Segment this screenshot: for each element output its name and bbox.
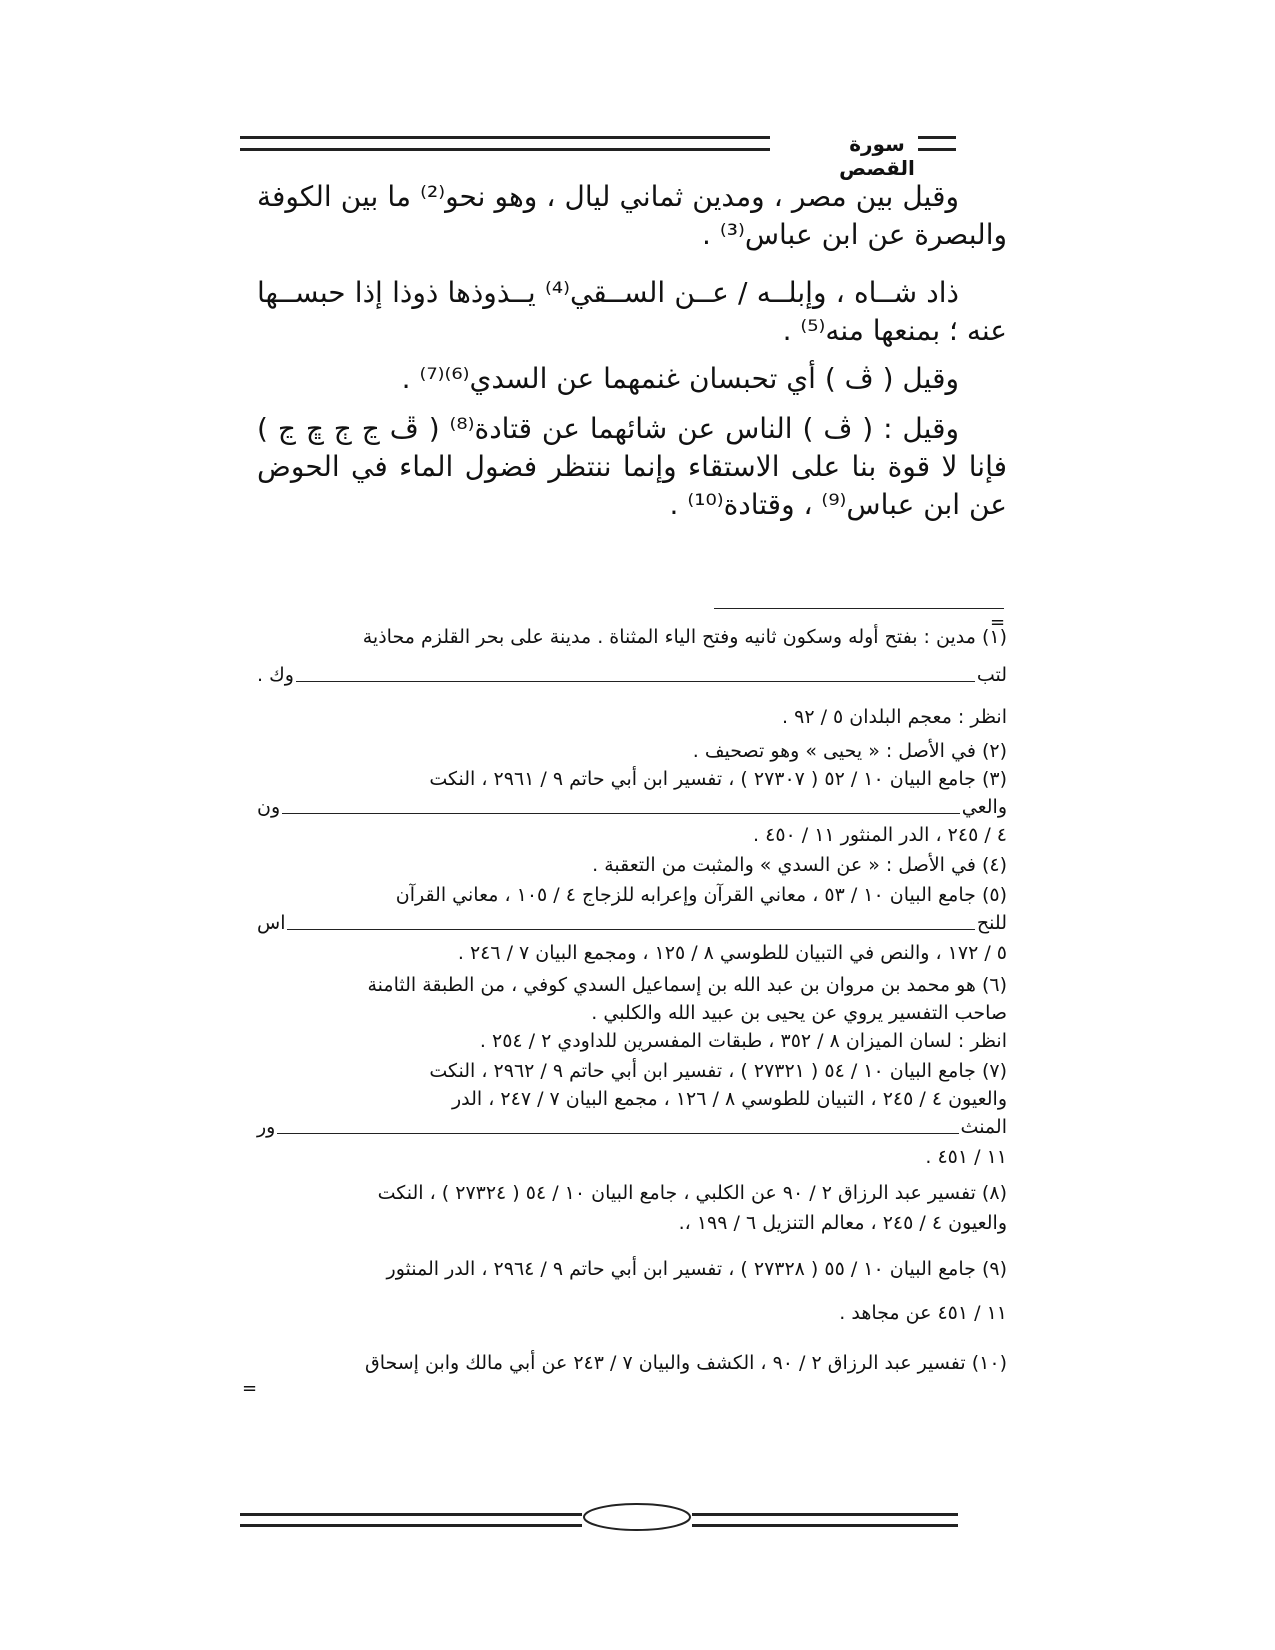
page-title: سورة القصص [839,132,915,180]
footnote-2: (٢) في الأصل : « يحيى » وهو تصحيف . [692,740,1007,762]
footnote-7-line-3 [257,1114,1007,1140]
footnote-3-line-2 [257,794,1007,820]
footnote-6-line-3: انظر : لسان الميزان ٨ / ٣٥٢ ، طبقات المفسرين للداودي ٢ / ٢٥٤ . [479,1030,1007,1052]
footnote-1-line-2-start: لتب [976,664,1007,686]
tatweel-line [282,813,960,814]
footnote-5-line-2-end: اس [257,912,286,934]
tatweel-line [277,1133,958,1134]
footnote-4: (٤) في الأصل : « عن السدي » والمثبت من التعقبة . [592,854,1007,876]
footnote-7-line-1: (٧) جامع البيان ١٠ / ٥٤ ( ٢٧٣٢١ ) ، تفسير ابن أبي حاتم ٩ / ٢٩٦٢ ، النكت [429,1060,1007,1082]
footnote-7-line-3-end: ور [257,1116,276,1138]
paragraph-4: وقيل : ( ڤ ) الناس عن شائهما عن قتادة⁽⁸⁾ ( ڦ ڃ ڄ ڇ ڃ ) فإنا لا قوة بنا على الاستقاء وإنما ننتظر فضول الماء في الحوض عن ابن عباس⁽⁹⁾ ، وقتادة⁽¹⁰⁾ . [257,412,1007,521]
footnote-5-line-2-start: للنح [976,912,1007,934]
paragraph-3: وقيل ( ڤ ) أي تحبسان غنمهما عن السدي⁽⁶⁾⁽⁷⁾ . [401,362,959,395]
footnote-9-line-1: (٩) جامع البيان ١٠ / ٥٥ ( ٢٧٣٢٨ ) ، تفسير ابن أبي حاتم ٩ / ٢٩٦٤ ، الدر المنثور [386,1258,1007,1280]
footnote-10-line-1: (١٠) تفسير عبد الرزاق ٢ / ٩٠ ، الكشف والبيان ٧ / ٢٤٣ عن أبي مالك وابن إسحاق [364,1352,1007,1374]
footnote-5-line-3: ٥ / ١٧٢ ، والنص في التبيان للطوسي ٨ / ١٢٥ ، ومجمع البيان ٧ / ٢٤٦ . [457,942,1007,964]
footnote-3-line-2-end: ون [257,796,281,818]
footnote-9-line-2: ١١ / ٤٥١ عن مجاهد . [839,1302,1007,1324]
footnote-8-line-1: (٨) تفسير عبد الرزاق ٢ / ٩٠ عن الكلبي ، جامع البيان ١٠ / ٥٤ ( ٢٧٣٢٤ ) ، النكت [377,1182,1007,1204]
page-number-oval [582,1502,692,1532]
footnote-separator [714,608,1004,609]
footnote-continuation-mark-top: = [990,612,1006,633]
footer-rule-left [240,1513,582,1527]
footer-rule-right [692,1513,958,1527]
footnote-1-line-1: (١) مدين : بفتح أوله وسكون ثانيه وفتح الياء المثناة . مدينة على بحر القلزم محاذية [362,626,1007,648]
footnote-3-line-1: (٣) جامع البيان ١٠ / ٥٢ ( ٢٧٣٠٧ ) ، تفسير ابن أبي حاتم ٩ / ٢٩٦١ ، النكت [429,768,1007,790]
footnote-3-line-2-start: والعي [961,796,1007,818]
footnote-1-line-2-end: وك . [257,664,294,686]
footnote-5-line-1: (٥) جامع البيان ١٠ / ٥٣ ، معاني القرآن وإعرابه للزجاج ٤ / ١٠٥ ، معاني القرآن [395,884,1007,906]
footnote-6-line-1: (٦) هو محمد بن مروان بن عبد الله بن إسماعيل السدي كوفي ، من الطبقة الثامنة [367,974,1007,996]
footnote-5-line-2 [257,910,1007,936]
footnote-continuation-mark-bottom: = [242,1378,258,1399]
footnote-3-line-3: ٤ / ٢٤٥ ، الدر المنثور ١١ / ٤٥٠ . [753,824,1007,846]
header-rule-left [240,136,770,151]
tatweel-line [287,929,974,930]
footnote-8-line-2: والعيون ٤ / ٢٤٥ ، معالم التنزيل ٦ / ١٩٩ ،. [678,1212,1007,1234]
footnote-7-line-4: ١١ / ٤٥١ . [925,1146,1007,1168]
footnote-1-line-3: انظر : معجم البلدان ٥ / ٩٢ . [782,706,1007,728]
footnote-6-line-2: صاحب التفسير يروي عن يحيى بن عبيد الله والكلبي . [591,1002,1007,1024]
paragraph-1: وقيل بين مصر ، ومدين ثماني ليال ، وهو نحو⁽²⁾ ما بين الكوفة والبصرة عن ابن عباس⁽³⁾ . [257,180,1007,251]
footnote-1-line-2 [257,662,1007,688]
tatweel-line [296,681,975,682]
paragraph-2: ذاد شــاه ، وإبلــه / عــن الســقي⁽⁴⁾ يــذوذها ذوذا إذا حبســها عنه ؛ بمنعها منه⁽⁵⁾ . [257,276,1007,347]
footnote-7-line-3-start: المنث [960,1116,1007,1138]
footnote-7-line-2: والعيون ٤ / ٢٤٥ ، التبيان للطوسي ٨ / ١٢٦ ، مجمع البيان ٧ / ٢٤٧ ، الدر [451,1088,1007,1110]
